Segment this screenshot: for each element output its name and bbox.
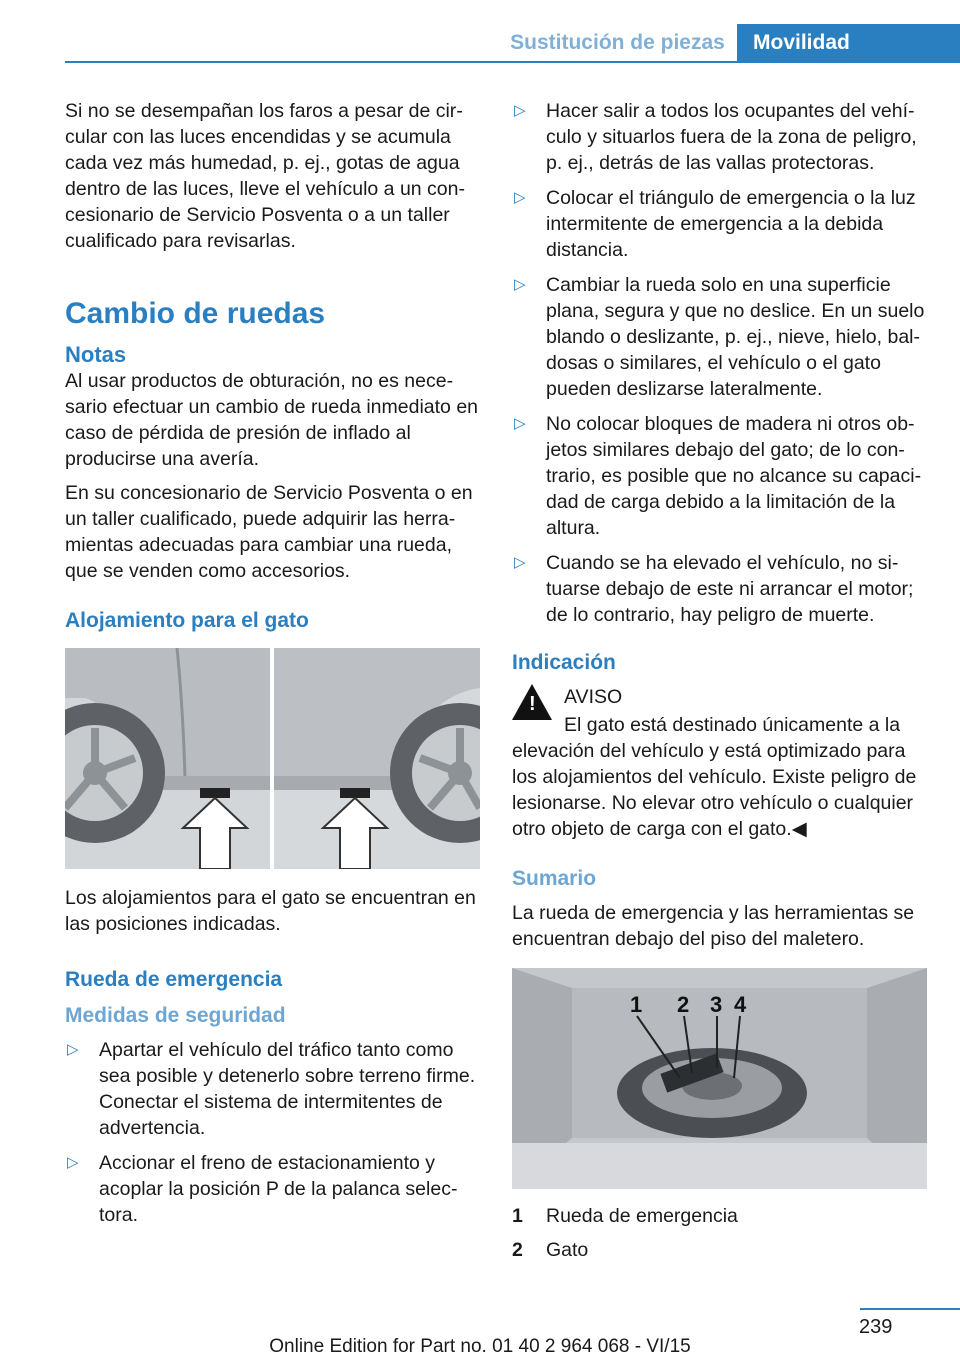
safety-list-continued xyxy=(512,98,930,628)
list-item-text: No colocar bloques de madera ni otros objetos similares debajo del gato; de lo contrario, es posible que no alcance su capacidad de carga debido a la limitación de la altura. xyxy=(546,413,922,539)
warning-text: El gato está destinado únicamente a la elevación del vehículo y está optimizado para los alojamientos del vehículo. Existe peligro de lesionarse. No elevar otro vehículo o cualquier otro objeto de carga con el gato.◀ xyxy=(512,714,917,840)
warning-box xyxy=(512,684,930,738)
right-column xyxy=(512,98,930,1271)
legend-item xyxy=(512,1237,930,1263)
trunk-label-3: 3 xyxy=(710,992,723,1017)
spare-title: Rueda de emergencia xyxy=(65,968,283,991)
triangle-bullet-icon: ▷ xyxy=(67,1154,79,1171)
trunk-figure xyxy=(512,968,927,1189)
notas-paragraph-2: En su concesionario de Servicio Posventa o en un taller cualificado, puede adquirir las herramientas adecuadas para cambiar una rueda, que se venden como accesorios. xyxy=(65,482,473,582)
triangle-bullet-icon: ▷ xyxy=(514,189,526,206)
page-header xyxy=(0,0,960,62)
jack-points-figure xyxy=(65,648,480,869)
jack-points-illustration xyxy=(65,648,480,869)
header-rule xyxy=(65,61,960,63)
list-item xyxy=(65,1150,485,1228)
triangle-bullet-icon: ▷ xyxy=(514,554,526,571)
notas-title: Notas xyxy=(65,342,127,367)
triangle-bullet-icon: ▷ xyxy=(67,1041,79,1058)
safety-list xyxy=(65,1037,485,1228)
footer-rule xyxy=(860,1308,960,1310)
page-number: 239 xyxy=(859,1316,893,1338)
jack-title: Alojamiento para el gato xyxy=(65,609,309,632)
footer-edition: Online Edition for Part no. 01 40 2 964 068 - VI/15 xyxy=(269,1336,691,1357)
sumario-title: Sumario xyxy=(512,867,597,890)
list-item xyxy=(512,272,930,402)
trunk-label-4: 4 xyxy=(734,992,747,1017)
section-title: Cambio de ruedas xyxy=(65,297,326,330)
header-chapter-tab: Movilidad xyxy=(737,24,960,62)
triangle-bullet-icon: ▷ xyxy=(514,415,526,432)
warning-label: AVISO xyxy=(564,686,623,708)
legend-number: 1 xyxy=(512,1205,523,1227)
list-item xyxy=(512,185,930,263)
list-item-text: Apartar el vehículo del tráfico tanto como sea posible y detenerlo sobre terreno firme. Conectar el sistema de intermitentes de advertencia. xyxy=(99,1039,476,1139)
list-item xyxy=(512,98,930,176)
header-section-label: Sustitución de piezas xyxy=(500,28,735,62)
jack-caption: Los alojamientos para el gato se encuentran en las posiciones indicadas. xyxy=(65,887,476,935)
notas-paragraph-1: Al usar productos de obturación, no es necesario efectuar un cambio de rueda inmediato en caso de pérdida de presión de inflado al producirse una avería. xyxy=(65,370,479,470)
triangle-bullet-icon: ▷ xyxy=(514,102,526,119)
list-item xyxy=(512,550,930,628)
list-item xyxy=(512,411,930,541)
list-item-text: Colocar el triángulo de emergencia o la luz intermitente de emergencia a la debida distancia. xyxy=(546,187,916,261)
trunk-illustration xyxy=(512,968,927,1189)
trunk-label-2: 2 xyxy=(677,992,690,1017)
trunk-label-1: 1 xyxy=(630,992,643,1017)
intro-paragraph: Si no se desempañan los faros a pesar de circular con las luces encendidas y se acumula cada vez más humedad, p. ej., gotas de agua dentro de las luces, lleve el vehículo a un concesionario de Servicio Posventa o a un taller cualificado para revisarlas. xyxy=(65,100,465,252)
list-item xyxy=(65,1037,485,1141)
sumario-text: La rueda de emergencia y las herramientas se encuentran debajo del piso del maletero. xyxy=(512,902,915,950)
legend-text: Rueda de emergencia xyxy=(546,1205,738,1227)
safety-title: Medidas de seguridad xyxy=(65,1004,286,1027)
left-column xyxy=(65,98,485,1237)
list-item-text: Cambiar la rueda solo en una superficie plana, segura y que no deslice. En un suelo blando o deslizante, p. ej., nieve, hielo, baldosas o similares, el vehículo o el gato pueden deslizarse lateralmente. xyxy=(546,274,925,400)
list-item-text: Cuando se ha elevado el vehículo, no situarse debajo de este ni arrancar el motor; de lo contrario, hay peligro de muerte. xyxy=(546,552,914,626)
list-item-text: Hacer salir a todos los ocupantes del vehículo y situarlos fuera de la zona de peligro, p. ej., detrás de las vallas protectoras. xyxy=(546,100,917,174)
list-item-text: Accionar el freno de estacionamiento y acoplar la posición P de la palanca selectora. xyxy=(99,1152,458,1226)
indicacion-title: Indicación xyxy=(512,651,616,674)
triangle-bullet-icon: ▷ xyxy=(514,276,526,293)
legend-text: Gato xyxy=(546,1239,589,1261)
warning-triangle-icon: ! xyxy=(512,684,552,720)
legend-number: 2 xyxy=(512,1239,523,1261)
legend-item xyxy=(512,1203,930,1229)
